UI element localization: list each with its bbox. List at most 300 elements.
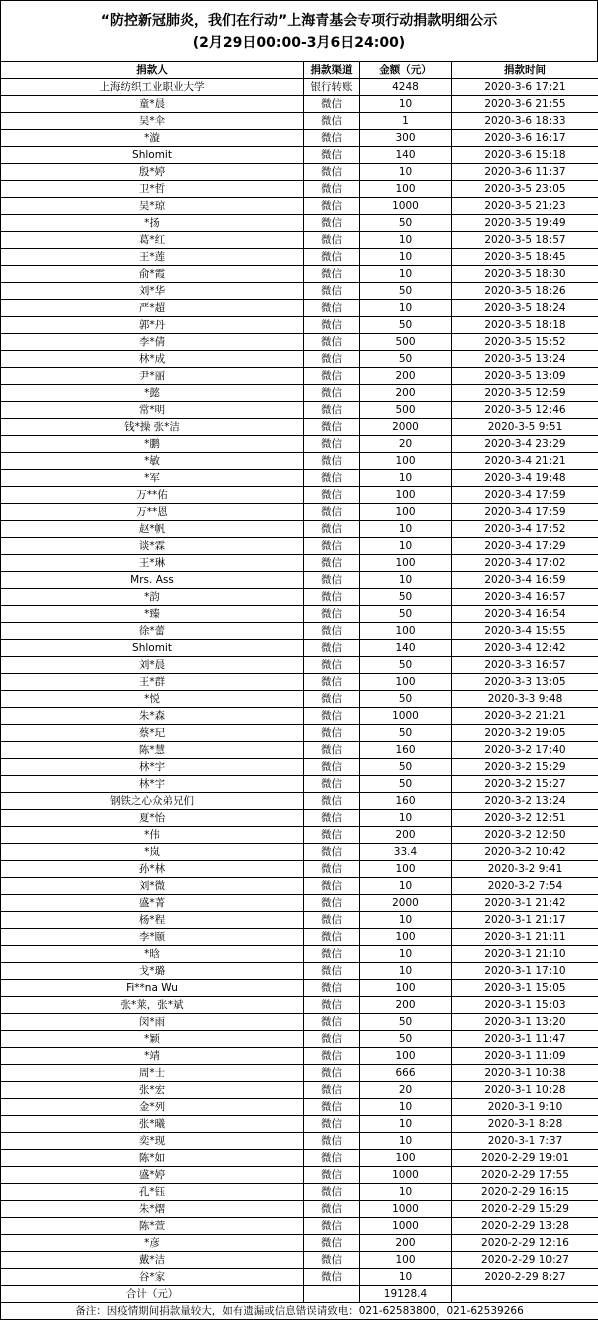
table-row	[1, 1184, 598, 1201]
donor-cell: 赵*帆	[1, 521, 304, 538]
channel-cell: 微信	[304, 1082, 360, 1099]
table-row	[1, 844, 598, 861]
table-row	[1, 487, 598, 504]
donor-cell: 郭*丹	[1, 317, 304, 334]
donor-cell: *靖	[1, 1048, 304, 1065]
donor-cell: 孙*林	[1, 861, 304, 878]
donor-cell: *颖	[1, 1031, 304, 1048]
time-cell: 2020-3-2 15:29	[452, 759, 598, 776]
channel-cell: 微信	[304, 1269, 360, 1286]
amount-cell: 140	[360, 640, 452, 657]
amount-cell: 10	[360, 572, 452, 589]
time-cell: 2020-3-2 7:54	[452, 878, 598, 895]
donor-cell: *岚	[1, 844, 304, 861]
amount-cell: 10	[360, 538, 452, 555]
table-row	[1, 912, 598, 929]
amount-cell: 140	[360, 147, 452, 164]
donor-cell: *臻	[1, 606, 304, 623]
donor-cell: 林*宇	[1, 776, 304, 793]
channel-cell: 微信	[304, 130, 360, 147]
channel-cell: 微信	[304, 708, 360, 725]
channel-cell: 微信	[304, 844, 360, 861]
table-row	[1, 742, 598, 759]
time-cell: 2020-3-6 11:37	[452, 164, 598, 181]
time-cell: 2020-3-5 19:49	[452, 215, 598, 232]
amount-cell: 50	[360, 1031, 452, 1048]
donor-cell: 王*群	[1, 674, 304, 691]
time-cell: 2020-2-29 8:27	[452, 1269, 598, 1286]
channel-cell: 微信	[304, 1150, 360, 1167]
channel-cell: 微信	[304, 538, 360, 555]
channel-cell: 微信	[304, 793, 360, 810]
total-label: 合计（元）	[1, 1286, 304, 1303]
time-cell: 2020-2-29 15:29	[452, 1201, 598, 1218]
donor-cell: 钢铁之心众弟兄们	[1, 793, 304, 810]
time-cell: 2020-3-5 18:18	[452, 317, 598, 334]
donor-cell: 金*列	[1, 1099, 304, 1116]
total-channel-empty	[304, 1286, 360, 1303]
channel-cell: 微信	[304, 725, 360, 742]
donor-cell: 盛*婷	[1, 1167, 304, 1184]
channel-cell: 微信	[304, 504, 360, 521]
donor-cell: 万**恩	[1, 504, 304, 521]
time-cell: 2020-2-29 13:28	[452, 1218, 598, 1235]
time-cell: 2020-3-5 18:45	[452, 249, 598, 266]
channel-cell: 微信	[304, 1184, 360, 1201]
table-row	[1, 1082, 598, 1099]
channel-cell: 微信	[304, 334, 360, 351]
time-cell: 2020-3-6 17:21	[452, 79, 598, 96]
donor-cell: *韵	[1, 589, 304, 606]
time-cell: 2020-3-2 19:05	[452, 725, 598, 742]
amount-cell: 10	[360, 946, 452, 963]
table-row	[1, 198, 598, 215]
table-row	[1, 997, 598, 1014]
time-cell: 2020-3-4 17:02	[452, 555, 598, 572]
amount-cell: 50	[360, 759, 452, 776]
channel-cell: 微信	[304, 861, 360, 878]
time-cell: 2020-3-5 13:24	[452, 351, 598, 368]
table-row	[1, 164, 598, 181]
table-row	[1, 215, 598, 232]
channel-cell: 微信	[304, 215, 360, 232]
channel-cell: 银行转账	[304, 79, 360, 96]
channel-cell: 微信	[304, 912, 360, 929]
time-cell: 2020-3-4 17:59	[452, 504, 598, 521]
time-cell: 2020-3-1 10:38	[452, 1065, 598, 1082]
header-channel: 捐款渠道	[304, 62, 360, 79]
amount-cell: 666	[360, 1065, 452, 1082]
time-cell: 2020-3-6 15:18	[452, 147, 598, 164]
amount-cell: 50	[360, 283, 452, 300]
amount-cell: 100	[360, 861, 452, 878]
amount-cell: 50	[360, 215, 452, 232]
table-row	[1, 1116, 598, 1133]
time-cell: 2020-3-3 16:57	[452, 657, 598, 674]
time-cell: 2020-3-5 18:30	[452, 266, 598, 283]
donor-cell: 盛*菁	[1, 895, 304, 912]
amount-cell: 10	[360, 96, 452, 113]
table-row	[1, 606, 598, 623]
table-row	[1, 657, 598, 674]
table-row	[1, 181, 598, 198]
amount-cell: 33.4	[360, 844, 452, 861]
channel-cell: 微信	[304, 351, 360, 368]
time-cell: 2020-3-5 12:46	[452, 402, 598, 419]
donor-cell: 葛*红	[1, 232, 304, 249]
channel-cell: 微信	[304, 1014, 360, 1031]
channel-cell: 微信	[304, 640, 360, 657]
time-cell: 2020-2-29 12:16	[452, 1235, 598, 1252]
table-row	[1, 674, 598, 691]
table-row	[1, 1065, 598, 1082]
table-row	[1, 640, 598, 657]
time-cell: 2020-3-2 12:51	[452, 810, 598, 827]
table-row	[1, 538, 598, 555]
amount-cell: 1000	[360, 1167, 452, 1184]
donor-cell: 陈*慧	[1, 742, 304, 759]
time-cell: 2020-2-29 10:27	[452, 1252, 598, 1269]
channel-cell: 微信	[304, 436, 360, 453]
donor-cell: 孔*钰	[1, 1184, 304, 1201]
channel-cell: 微信	[304, 521, 360, 538]
donor-cell: 尹*丽	[1, 368, 304, 385]
table-row	[1, 691, 598, 708]
amount-cell: 500	[360, 402, 452, 419]
table-row	[1, 1099, 598, 1116]
donor-cell: *漩	[1, 130, 304, 147]
table-row	[1, 1167, 598, 1184]
table-row	[1, 453, 598, 470]
table-row	[1, 1031, 598, 1048]
channel-cell: 微信	[304, 1031, 360, 1048]
channel-cell: 微信	[304, 589, 360, 606]
table-row	[1, 1048, 598, 1065]
donor-cell: *悦	[1, 691, 304, 708]
time-cell: 2020-3-5 21:23	[452, 198, 598, 215]
channel-cell: 微信	[304, 572, 360, 589]
channel-cell: 微信	[304, 198, 360, 215]
table-row	[1, 96, 598, 113]
donor-cell: 戈*璐	[1, 963, 304, 980]
table-row	[1, 266, 598, 283]
amount-cell: 10	[360, 810, 452, 827]
amount-cell: 10	[360, 1116, 452, 1133]
header-time: 捐款时间	[452, 62, 598, 79]
amount-cell: 10	[360, 232, 452, 249]
channel-cell: 微信	[304, 929, 360, 946]
amount-cell: 50	[360, 351, 452, 368]
amount-cell: 200	[360, 997, 452, 1014]
table-row	[1, 589, 598, 606]
time-cell: 2020-3-2 17:40	[452, 742, 598, 759]
amount-cell: 50	[360, 606, 452, 623]
time-cell: 2020-3-4 21:21	[452, 453, 598, 470]
donor-cell: 王*琳	[1, 555, 304, 572]
channel-cell: 微信	[304, 1218, 360, 1235]
table-row	[1, 113, 598, 130]
channel-cell: 微信	[304, 1252, 360, 1269]
amount-cell: 20	[360, 436, 452, 453]
table-row	[1, 1252, 598, 1269]
donor-cell: 杨*程	[1, 912, 304, 929]
donor-cell: 周*士	[1, 1065, 304, 1082]
amount-cell: 1000	[360, 198, 452, 215]
amount-cell: 500	[360, 334, 452, 351]
amount-cell: 300	[360, 130, 452, 147]
channel-cell: 微信	[304, 385, 360, 402]
table-row	[1, 470, 598, 487]
donor-cell: 张*曦	[1, 1116, 304, 1133]
table-row	[1, 130, 598, 147]
table-row	[1, 1014, 598, 1031]
amount-cell: 2000	[360, 895, 452, 912]
channel-cell: 微信	[304, 368, 360, 385]
donor-cell: 陈*萱	[1, 1218, 304, 1235]
time-cell: 2020-3-1 15:03	[452, 997, 598, 1014]
time-cell: 2020-3-1 17:10	[452, 963, 598, 980]
table-row	[1, 980, 598, 997]
channel-cell: 微信	[304, 147, 360, 164]
channel-cell: 微信	[304, 674, 360, 691]
amount-cell: 1000	[360, 1201, 452, 1218]
title-block	[0, 0, 598, 62]
table-row	[1, 1235, 598, 1252]
donor-cell: 陈*如	[1, 1150, 304, 1167]
table-row	[1, 1201, 598, 1218]
amount-cell: 10	[360, 1269, 452, 1286]
time-cell: 2020-3-1 13:20	[452, 1014, 598, 1031]
time-cell: 2020-3-5 18:26	[452, 283, 598, 300]
table-row	[1, 623, 598, 640]
table-body	[1, 79, 598, 1286]
table-row	[1, 963, 598, 980]
table-row	[1, 232, 598, 249]
channel-cell: 微信	[304, 810, 360, 827]
donor-cell: Fi**na Wu	[1, 980, 304, 997]
channel-cell: 微信	[304, 895, 360, 912]
table-row	[1, 436, 598, 453]
table-row	[1, 929, 598, 946]
donor-cell: 俞*霞	[1, 266, 304, 283]
table-row	[1, 504, 598, 521]
time-cell: 2020-3-6 18:33	[452, 113, 598, 130]
donor-cell: *敏	[1, 453, 304, 470]
table-row	[1, 572, 598, 589]
amount-cell: 1000	[360, 708, 452, 725]
time-cell: 2020-3-4 16:57	[452, 589, 598, 606]
donor-cell: 张*莱，张*斌	[1, 997, 304, 1014]
table-row	[1, 1150, 598, 1167]
donor-cell: 刘*华	[1, 283, 304, 300]
table-row	[1, 385, 598, 402]
table-row	[1, 1133, 598, 1150]
channel-cell: 微信	[304, 946, 360, 963]
total-time-empty	[452, 1286, 598, 1303]
time-cell: 2020-3-5 15:52	[452, 334, 598, 351]
table-row	[1, 419, 598, 436]
table-row	[1, 521, 598, 538]
donor-cell: 戴*洁	[1, 1252, 304, 1269]
time-cell: 2020-3-1 21:17	[452, 912, 598, 929]
channel-cell: 微信	[304, 623, 360, 640]
donor-cell: 林*成	[1, 351, 304, 368]
channel-cell: 微信	[304, 980, 360, 997]
time-cell: 2020-3-5 18:57	[452, 232, 598, 249]
channel-cell: 微信	[304, 453, 360, 470]
channel-cell: 微信	[304, 1133, 360, 1150]
time-cell: 2020-3-1 21:42	[452, 895, 598, 912]
table-row	[1, 1269, 598, 1286]
time-cell: 2020-3-2 15:27	[452, 776, 598, 793]
channel-cell: 微信	[304, 164, 360, 181]
amount-cell: 100	[360, 623, 452, 640]
donor-cell: 严*超	[1, 300, 304, 317]
donor-cell: Shlomit	[1, 147, 304, 164]
channel-cell: 微信	[304, 878, 360, 895]
donor-cell: 吴*琼	[1, 198, 304, 215]
table-row	[1, 1218, 598, 1235]
channel-cell: 微信	[304, 1201, 360, 1218]
channel-cell: 微信	[304, 742, 360, 759]
amount-cell: 50	[360, 691, 452, 708]
amount-cell: 100	[360, 674, 452, 691]
channel-cell: 微信	[304, 113, 360, 130]
time-cell: 2020-3-3 9:48	[452, 691, 598, 708]
channel-cell: 微信	[304, 1116, 360, 1133]
amount-cell: 20	[360, 1082, 452, 1099]
channel-cell: 微信	[304, 759, 360, 776]
amount-cell: 10	[360, 249, 452, 266]
donor-cell: 张*宏	[1, 1082, 304, 1099]
channel-cell: 微信	[304, 402, 360, 419]
donor-cell: 朱*森	[1, 708, 304, 725]
donor-cell: 童*晨	[1, 96, 304, 113]
amount-cell: 10	[360, 164, 452, 181]
donor-cell: Shlomit	[1, 640, 304, 657]
time-cell: 2020-2-29 19:01	[452, 1150, 598, 1167]
time-cell: 2020-3-4 23:29	[452, 436, 598, 453]
amount-cell: 10	[360, 470, 452, 487]
amount-cell: 10	[360, 963, 452, 980]
table-row	[1, 861, 598, 878]
time-cell: 2020-3-4 16:54	[452, 606, 598, 623]
amount-cell: 1000	[360, 1218, 452, 1235]
donations-table	[0, 61, 598, 1320]
table-row	[1, 249, 598, 266]
donor-cell: 林*宇	[1, 759, 304, 776]
table-row	[1, 368, 598, 385]
total-row	[1, 1286, 598, 1303]
time-cell: 2020-3-1 10:28	[452, 1082, 598, 1099]
table-row	[1, 147, 598, 164]
channel-cell: 微信	[304, 283, 360, 300]
donor-cell: *伟	[1, 827, 304, 844]
donor-cell: Mrs. Ass	[1, 572, 304, 589]
header-donor: 捐款人	[1, 62, 304, 79]
amount-cell: 50	[360, 725, 452, 742]
channel-cell: 微信	[304, 487, 360, 504]
channel-cell: 微信	[304, 1065, 360, 1082]
donor-cell: 王*莲	[1, 249, 304, 266]
donor-cell: *彦	[1, 1235, 304, 1252]
channel-cell: 微信	[304, 419, 360, 436]
donor-cell: 常*明	[1, 402, 304, 419]
donor-cell: 钱*操 张*洁	[1, 419, 304, 436]
note-row	[1, 1303, 598, 1320]
amount-cell: 10	[360, 266, 452, 283]
time-cell: 2020-3-2 10:42	[452, 844, 598, 861]
donor-cell: *鹏	[1, 436, 304, 453]
time-cell: 2020-2-29 17:55	[452, 1167, 598, 1184]
table-row	[1, 79, 598, 96]
time-cell: 2020-3-5 18:24	[452, 300, 598, 317]
table-header-row	[1, 62, 598, 79]
table-row	[1, 555, 598, 572]
donor-cell: 李*倩	[1, 334, 304, 351]
donor-cell: 刘*晨	[1, 657, 304, 674]
amount-cell: 10	[360, 1133, 452, 1150]
channel-cell: 微信	[304, 691, 360, 708]
time-cell: 2020-3-2 21:21	[452, 708, 598, 725]
time-cell: 2020-3-1 21:10	[452, 946, 598, 963]
table-row	[1, 402, 598, 419]
table-row	[1, 878, 598, 895]
time-cell: 2020-3-1 8:28	[452, 1116, 598, 1133]
table-row	[1, 827, 598, 844]
table-row	[1, 334, 598, 351]
amount-cell: 1	[360, 113, 452, 130]
amount-cell: 100	[360, 453, 452, 470]
time-cell: 2020-3-5 13:09	[452, 368, 598, 385]
table-row	[1, 351, 598, 368]
time-cell: 2020-3-1 11:47	[452, 1031, 598, 1048]
channel-cell: 微信	[304, 249, 360, 266]
amount-cell: 200	[360, 827, 452, 844]
channel-cell: 微信	[304, 997, 360, 1014]
donor-cell: 谈*霖	[1, 538, 304, 555]
channel-cell: 微信	[304, 776, 360, 793]
donor-cell: 闵*雨	[1, 1014, 304, 1031]
donor-cell: 夏*怡	[1, 810, 304, 827]
amount-cell: 10	[360, 878, 452, 895]
amount-cell: 10	[360, 300, 452, 317]
time-cell: 2020-3-3 13:05	[452, 674, 598, 691]
table-row	[1, 708, 598, 725]
channel-cell: 微信	[304, 1099, 360, 1116]
time-cell: 2020-2-29 16:15	[452, 1184, 598, 1201]
time-cell: 2020-3-4 17:52	[452, 521, 598, 538]
amount-cell: 100	[360, 487, 452, 504]
channel-cell: 微信	[304, 1235, 360, 1252]
amount-cell: 200	[360, 368, 452, 385]
channel-cell: 微信	[304, 827, 360, 844]
time-cell: 2020-3-4 17:59	[452, 487, 598, 504]
time-cell: 2020-3-2 9:41	[452, 861, 598, 878]
table-row	[1, 283, 598, 300]
amount-cell: 10	[360, 912, 452, 929]
donor-cell: 奕*现	[1, 1133, 304, 1150]
donor-cell: *晗	[1, 946, 304, 963]
channel-cell: 微信	[304, 232, 360, 249]
channel-cell: 微信	[304, 657, 360, 674]
channel-cell: 微信	[304, 300, 360, 317]
donor-cell: 殷*婷	[1, 164, 304, 181]
channel-cell: 微信	[304, 181, 360, 198]
channel-cell: 微信	[304, 606, 360, 623]
time-cell: 2020-3-5 23:05	[452, 181, 598, 198]
amount-cell: 160	[360, 742, 452, 759]
